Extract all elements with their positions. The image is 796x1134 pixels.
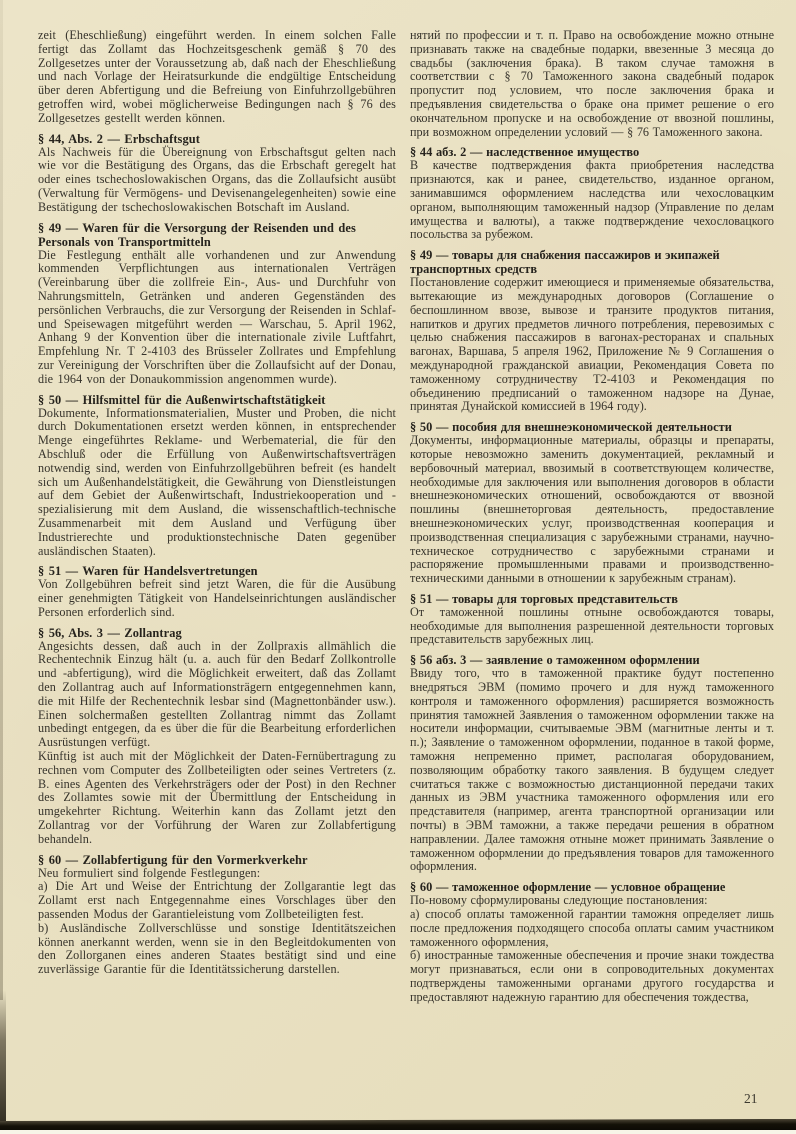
paragraph: b) Ausländische Zollverschlüsse und sonstige Identitätszeichen können anerkannt werden, wenn sie in den Begleitdokumenten von den Zollorganen eines anderen Staates bestätigt sind und eine zuverlässige Garantie für die Identitätssicherung darstellen. [38, 920, 396, 977]
section-heading: § 51 — Waren für Handelsvertretungen [38, 564, 258, 579]
section-heading: § 56, Abs. 3 — Zollantrag [38, 625, 182, 640]
paragraph: a) Die Art und Weise der Entrichtung der Zollgarantie legt das Zollamt erst nach Entgegennahme eines Vorschlages über den passenden Modus der Garantieleistung vom Zollbeteiligten fest. [38, 879, 396, 922]
paragraph: Als Nachweis für die Übereignung von Erbschaftsgut gelten nach wie vor die Bestätigung des Organs, das die Erbschaft geregelt hat oder eines tschechoslowakischen Organs, das die Zollaufsicht ausübt (Verwaltung für Vermögens- und Devisenangelegenheiten) sowie eine Bestätigung der tschechoslowakischen Botschaft im Ausland. [38, 144, 396, 214]
scan-edge-left [0, 990, 6, 1134]
paragraph: нятий по профессии и т. п. Право на освобождение можно отныне признавать также на свадебные подарки, ввезенные 3 месяца до свадьбы (заключения брака). В таком случае таможня в соответствии с § 70 Таможенного закона свадебный подарок пропустит под условием, что после заключения брака и предъявления свидетельства о браке она примет решение о его окончательном пропуске и на освобождение от ввозной пошлины, при возможном определении условий — § 76 Таможенного закона. [410, 28, 774, 139]
paragraph: Постановление содержит имеющиеся и применяемые обязательства, вытекающие из международных договоров (Соглашение о беспошлинном ввозе, вывозе и транзите продуктов питания, напитков и других предметов личного потребления, перевозимых с целью снабжения пассажиров в вагонах-ресторанах и спальных вагонах, Варшава, 5 апреля 1962, Приложение № 9 Соглашения о международной гражданской авиации, Рекомендация Совета по таможенному сотрудничеству Т2-4103 и Рекомендация по объединению предписаний о таможенном надзоре на Дунае, принятая Дунайской комиссией в 1964 году). [410, 275, 774, 414]
section-heading: § 56 абз. 3 — заявление о таможенном оформлении [410, 653, 700, 668]
paragraph: zeit (Eheschließung) eingeführt werden. In einem solchen Falle fertigt das Zollamt das Hochzeitsgeschenk gemäß § 70 des Zollgesetzes unter der Voraussetzung ab, daß nach der Eheschließung und nach Vorlage der Heiratsurkunde die endgültige Entscheidung über deren Abfertigung und die Befreiung von Einfuhrzollgebühren getroffen wird, wobei möglicherweise Bedingungen nach § 76 des Zollgesetzes gestellt werden können. [38, 28, 396, 125]
scan-edge-left-faint [0, 0, 3, 1000]
paragraph: б) иностранные таможенные обеспечения и прочие знаки тождества могут признаваться, если они в сопроводительных документах подтверждены таможенными органами другого государства и предоставляют надежную гарантию для обеспечения тождества, [410, 948, 774, 1004]
paragraph: Neu formuliert sind folgende Festlegungen: [38, 865, 261, 880]
scan-edge-bottom-white [0, 1130, 796, 1134]
section-heading: § 60 — таможенное оформление — условное обращение [410, 880, 726, 895]
paragraph: В качестве подтверждения факта приобретения наследства признаются, как и ранее, свидетельство, изданное органом, занимавшимся оформлением наследства или чехословацким органом, выполняющим таможенный надзор (Управление по делам имущества и валюты), а также подтверждение чехословацкого посольства за рубежом. [410, 158, 774, 242]
german-text-column [38, 29, 396, 977]
page-number: 21 [744, 1091, 758, 1106]
paragraph: Von Zollgebühren befreit sind jetzt Waren, die für die Ausübung einer genehmigten Tätigkeit von Handelseinrichtungen ausländischer Personen erforderlich sind. [38, 577, 396, 619]
paragraph: Ввиду того, что в таможенной практике будут постепенно внедряться ЭВМ (помимо прочего и для нужд таможенного контроля и таможенного оформления) расширяется возможность принятия таможней Заявления о таможенном оформлении также на носители информации, считываемые ЭВМ (магнитные ленты и т. п.); Заявление о таможенном оформлении, поданное в такой форме, таможня непременно примет, располагая оборудованием, позволяющим обработку такого заявления. В будущем следует считаться также с возможностью дистанционной передачи таких данных из ЭВМ участника таможенного оформления или его представителя (например, агента транспортной организации или почты) в ЭВМ таможни, а также передачи решения в обратном направлении. Далее таможня отныне может принимать Заявление о таможенном оформлении до предъявления товаров для таможенного оформления. [410, 666, 774, 874]
paragraph: Die Festlegung enthält alle vorhandenen und zur Anwendung kommenden Verpflichtungen aus internationalen Verträgen (Vereinbarung über die zollfreie Ein-, Aus- und Durchfuhr von Nahrungsmitteln, Getränken und anderen Gegenständen des persönlichen Verbrauchs, die zur Versorgung der Reisenden in Schlaf- und Speisewagen mitgeführt werden — Warschau, 5. April 1962, Anhang 9 der Konvention über die internationale zivile Luftfahrt, Empfehlung Nr. T 2-4103 des Brüsseler Zollrates und Empfehlung zur Vereinigung der Vorschriften über die Zollaufsicht auf der Donau, die 1964 von der Donaukommission angenommen wurde). [38, 247, 396, 386]
section-heading: § 49 — Waren für die Versorgung der Reisenden und des Personals von Transportmitteln [38, 220, 356, 249]
section-heading: § 60 — Zollabfertigung für den Vormerkverkehr [38, 852, 308, 867]
section-heading: § 51 — товары для торговых представительств [410, 591, 678, 606]
paragraph: а) способ оплаты таможенной гарантии таможня определяет лишь после предложения подходящего способа оплаты самим участником таможенного оформления, [410, 907, 774, 949]
paragraph: Angesichts dessen, daß auch in der Zollpraxis allmählich die Rechentechnik Einzug hält (u. a. auch für den Bedarf Zollkontrolle und -abfertigung), wird die Möglichkeit erweitert, daß das Zollamt den Zollantrag auch auf Informationsträgern entgegennehmen kann, die mit Hilfe der Rechentechnik lesbar sind (Magnettonbänder usw.). Einen solchermaßen gestellten Zollantrag nimmt das Zollamt unbedingt entgegen, da es über die für die Bearbeitung erforderlichen Ausrüstungen verfügt. [38, 638, 396, 750]
russian-text-column [410, 29, 774, 1005]
section-heading: § 44 абз. 2 — наследственное имущество [410, 145, 640, 160]
section-heading: § 50 — Hilfsmittel für die Außenwirtschaftstätigkeit [38, 392, 326, 407]
section-heading: § 50 — пособия для внешнеэкономической деятельности [410, 420, 732, 435]
paragraph: Документы, информационные материалы, образцы и препараты, которые невозможно заменить документацией, рекламный и вербовочный материал, ввозимый в соответствующем количестве, необходимые для заключения или выполнения договоров в области внешнеэкономических отношений, освобождаются от ввозной пошлины (внешнеторговая деятельность, предоставление внешнеэкономических услуг, производственная кооперация и производственная специализация с зарубежными странами, научно-техническое сотрудничество с зарубежными странами и распоряжение промышленными правами и производственно-техническими данными в отношении к зарубежным странам). [410, 433, 774, 586]
paragraph: От таможенной пошлины отныне освобождаются товары, необходимые для выполнения разрешенной деятельности торговых представительств зарубежных лиц. [410, 604, 774, 647]
section-heading: § 44, Abs. 2 — Erbschaftsgut [38, 131, 200, 146]
paragraph: Dokumente, Informationsmaterialien, Muster und Proben, die nicht durch Dokumentationen ersetzt werden können, in entsprechender Menge eingeführtes Reklame- und Werbematerial, die für den Abschluß oder die Erfüllung von Außenwirtschaftsverträgen notwendig sind, werden von Einfuhrzollgebühren befreit (es handelt sich um Außenhandelstätigkeit, die Gewährung von Dienstleistungen auf dem Gebiet der Außenwirtschaft, Industriekooperation und -spezialisierung mit dem Ausland, die wissenschaftlich-technische Zusammenarbeit mit dem Ausland und Verfügung über Industrierechte und produktionstechnische Daten gegenüber ausländischen Staaten). [38, 405, 396, 558]
paragraph: Künftig ist auch mit der Möglichkeit der Daten-Fernübertragung zu rechnen vom Computer des Zollbeteiligten oder seines Vertreters (z. B. eines Agenten des Verkehrsträgers oder der Post) in den Rechner des Zollamtes sowie mit der Übermittlung der Entscheidung in umgekehrter Richtung. Weiterhin kann das Zollamt jetzt den Zollantrag vor der Vorführung der Waren zur Zollabfertigung behandeln. [38, 749, 396, 846]
section-heading: § 49 — товары для снабжения пассажиров и экипажей транспортных средств [410, 248, 720, 277]
paragraph: По-новому сформулированы следующие постановления: [410, 893, 708, 908]
